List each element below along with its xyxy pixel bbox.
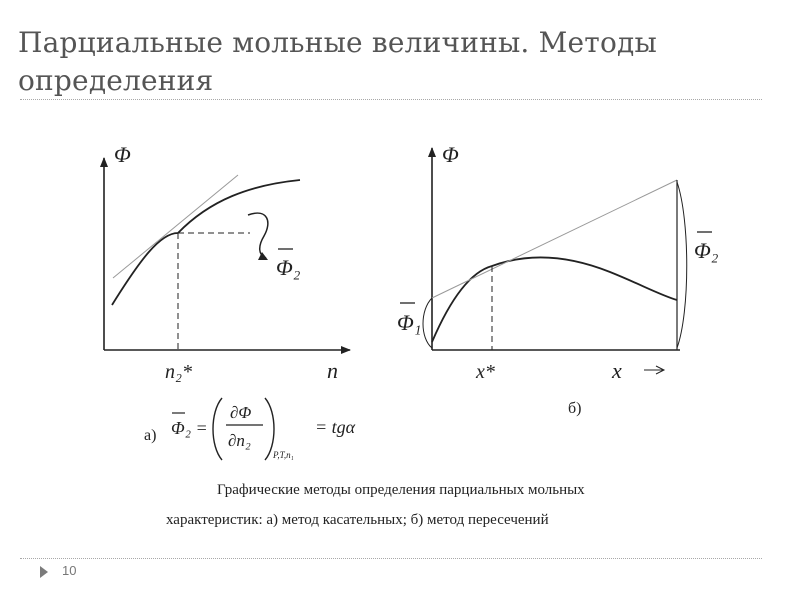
- formula-subscript: P,T,n₁: [273, 450, 294, 460]
- graph-b-x-arrow: [644, 366, 664, 374]
- figure-caption-line-2: характеристик: а) метод касательных; б) метод пересечений: [166, 512, 549, 528]
- rotation-arrow-icon: [248, 213, 268, 258]
- figure-caption-line-1: Графические методы определения парциальных мольных: [217, 482, 585, 498]
- graph-b-right-brace: [677, 182, 687, 348]
- graph-b-left-brace: [423, 298, 432, 348]
- page-number: 10: [62, 563, 77, 578]
- graph-b-curve: [432, 257, 677, 342]
- slide-title: Парциальные мольные величины. Методы определения: [18, 26, 657, 97]
- formula-rhs: = tgα: [315, 417, 356, 437]
- graph-b-x-label: x: [612, 358, 622, 383]
- graph-b-secant-line: [432, 180, 677, 298]
- graph-b-panel-label: б): [568, 400, 582, 417]
- footer-divider: [20, 558, 762, 559]
- rotation-arrowhead: [258, 252, 268, 260]
- formula-denominator: ∂n₂: [228, 431, 251, 450]
- graph-a-partial-label: Φ₂: [276, 255, 301, 280]
- graph-b-y-label: Φ: [442, 142, 459, 167]
- graph-b-left-intercept-label: Φ₁: [397, 310, 422, 335]
- graph-a: [104, 142, 350, 383]
- formula: [144, 398, 356, 460]
- graph-b: [397, 142, 719, 417]
- formula-panel-label: а): [144, 427, 157, 444]
- graph-a-tick-label: n₂*: [165, 361, 192, 383]
- graph-a-curve: [112, 180, 300, 305]
- formula-lhs: Φ₂ =: [171, 418, 208, 438]
- formula-left-paren: [213, 398, 222, 460]
- graph-a-tangent-line: [113, 175, 238, 278]
- graph-a-y-label: Φ: [114, 142, 131, 167]
- slide-nav-arrow-icon[interactable]: [40, 566, 48, 578]
- formula-numerator: ∂Φ: [230, 403, 252, 422]
- graph-b-right-intercept-label: Φ₂: [694, 238, 719, 263]
- graph-a-x-label: n: [327, 358, 338, 383]
- graph-b-tick-label: x*: [476, 361, 495, 383]
